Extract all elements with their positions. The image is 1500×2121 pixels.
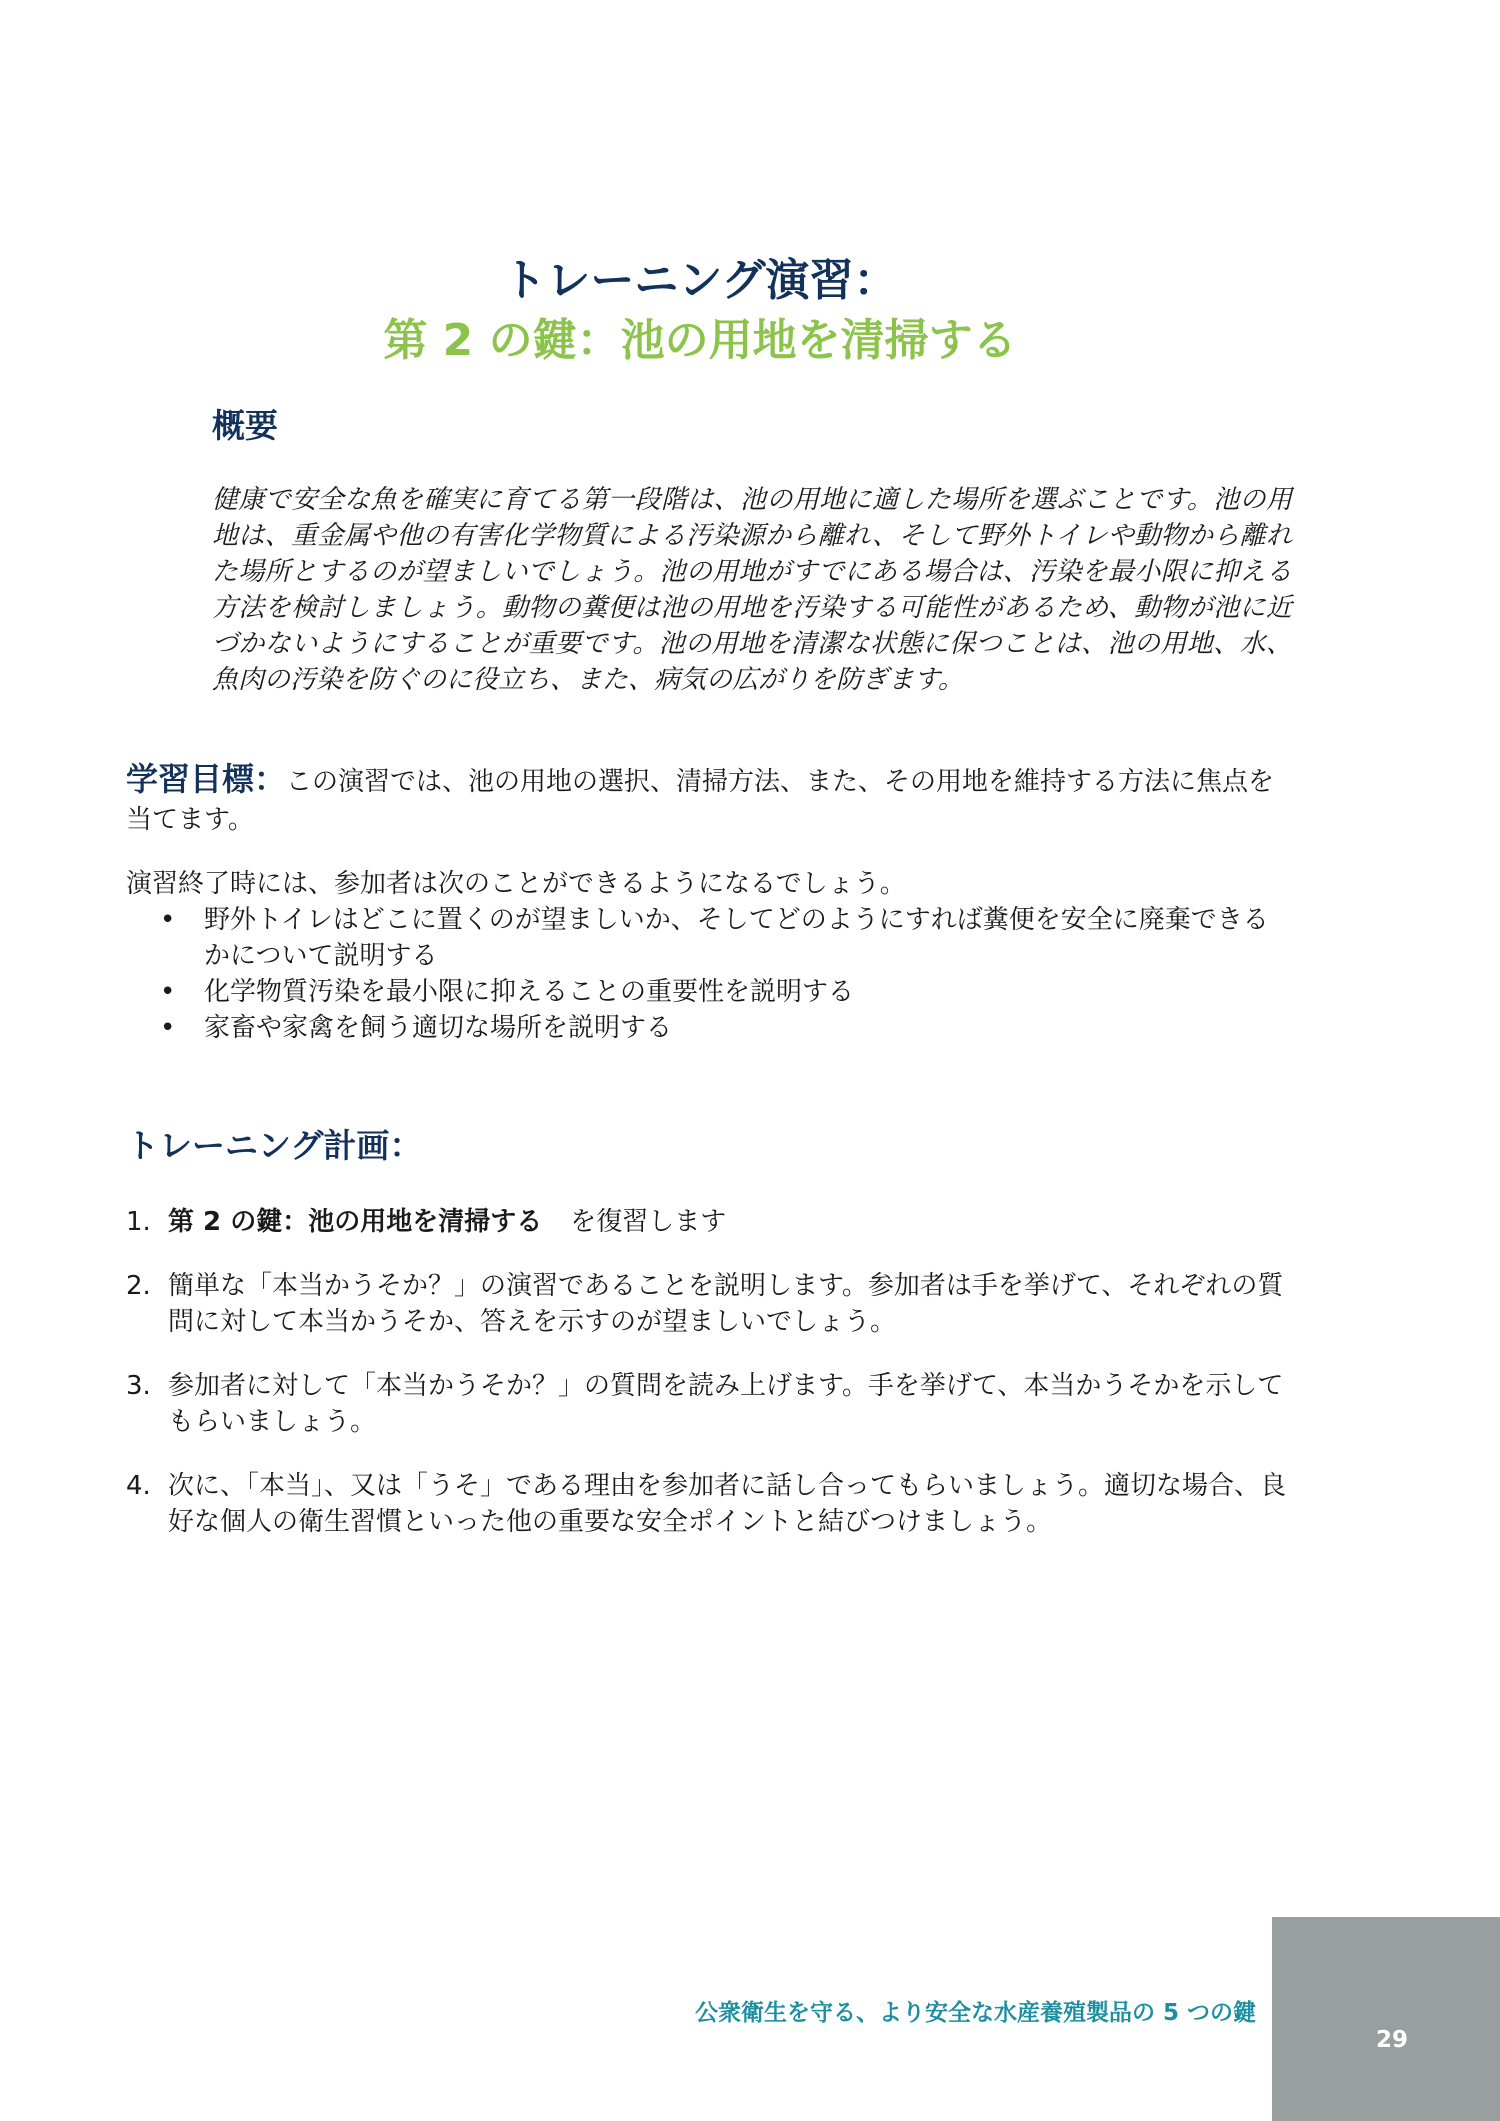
step-number: 2.: [126, 1271, 151, 1301]
list-item: [160, 1010, 1280, 1046]
list-item-text: 野外トイレはどこに置くのが望ましいか、そしてどのようにすれば糞便を安全に廃棄できるかについて説明する: [204, 905, 1269, 971]
bullet-icon: •: [160, 1013, 176, 1043]
step-text: 次に、「本当」、又は「うそ」である理由を参加者に話し合ってもらいましょう。適切な場合、良好な個人の衛生習慣といった他の重要な安全ポイントと結びつけましょう。: [168, 1471, 1287, 1537]
page-title: トレーニング演習：: [502, 255, 898, 306]
footer-title: 公衆衛生を守る、より安全な水産養殖製品の 5 つの鍵: [694, 2000, 1256, 2026]
learning-objective: [126, 760, 1286, 839]
step-item: [126, 1468, 1286, 1540]
bullet-icon: •: [160, 905, 176, 935]
page-number: 29: [1375, 2027, 1408, 2053]
step-item: [126, 1368, 1286, 1440]
list-item-text: 家畜や家禽を飼う適切な場所を説明する: [204, 1013, 673, 1043]
step-text: を復習します: [570, 1207, 727, 1237]
overview-body: 健康で安全な魚を確実に育てる第一段階は、池の用地に適した場所を選ぶことです。池の用地は、重金属や他の有害化学物質による汚染源から離れ、そして野外トイレや動物から離れた場所とするのが望ましいでしょう。池の用地がすでにある場合は、汚染を最小限に抑える方法を検討しましょう。動物の糞便は池の用地を汚染する可能性があるため、動物が池に近づかないようにすることが重要です。池の用地を清潔な状態に保つことは、池の用地、水、魚肉の汚染を防ぐのに役立ち、また、病気の広がりを防ぎます。: [212, 485, 1293, 695]
step-number: 3.: [126, 1371, 151, 1401]
learning-objective-label: 学習目標：: [126, 760, 287, 798]
step-number: 1.: [126, 1207, 151, 1237]
step-key-reference: 第 2 の鍵：池の用地を清掃する: [168, 1207, 543, 1237]
list-item: [160, 902, 1280, 974]
bullet-icon: •: [160, 977, 176, 1007]
outcomes-intro: 演習終了時には、参加者は次のことができるようになるでしょう。: [126, 869, 906, 899]
outcomes-list: [160, 902, 1280, 1046]
page-number-box: [1272, 1917, 1500, 2121]
step-item: [126, 1204, 1286, 1240]
list-item: [160, 974, 1280, 1010]
step-item: [126, 1268, 1286, 1340]
learning-objective-text: この演習では、池の用地の選択、清掃方法、また、その用地を維持する方法に焦点を当てます。: [126, 767, 1275, 835]
overview-heading: 概要: [212, 406, 278, 445]
training-plan-steps: [126, 1204, 1286, 1568]
list-item-text: 化学物質汚染を最小限に抑えることの重要性を説明する: [204, 977, 855, 1007]
step-number: 4.: [126, 1471, 151, 1501]
step-text: 参加者に対して「本当かうそか？」の質問を読み上げます。手を挙げて、本当かうそかを示してもらいましょう。: [168, 1371, 1284, 1437]
page-subtitle: 第 2 の鍵：池の用地を清掃する: [383, 315, 1017, 366]
training-plan-heading: トレーニング計画：: [126, 1126, 423, 1165]
step-text: 簡単な「本当かうそか？」の演習であることを説明します。参加者は手を挙げて、それぞれの質問に対して本当かうそか、答えを示すのが望ましいでしょう。: [168, 1271, 1284, 1337]
